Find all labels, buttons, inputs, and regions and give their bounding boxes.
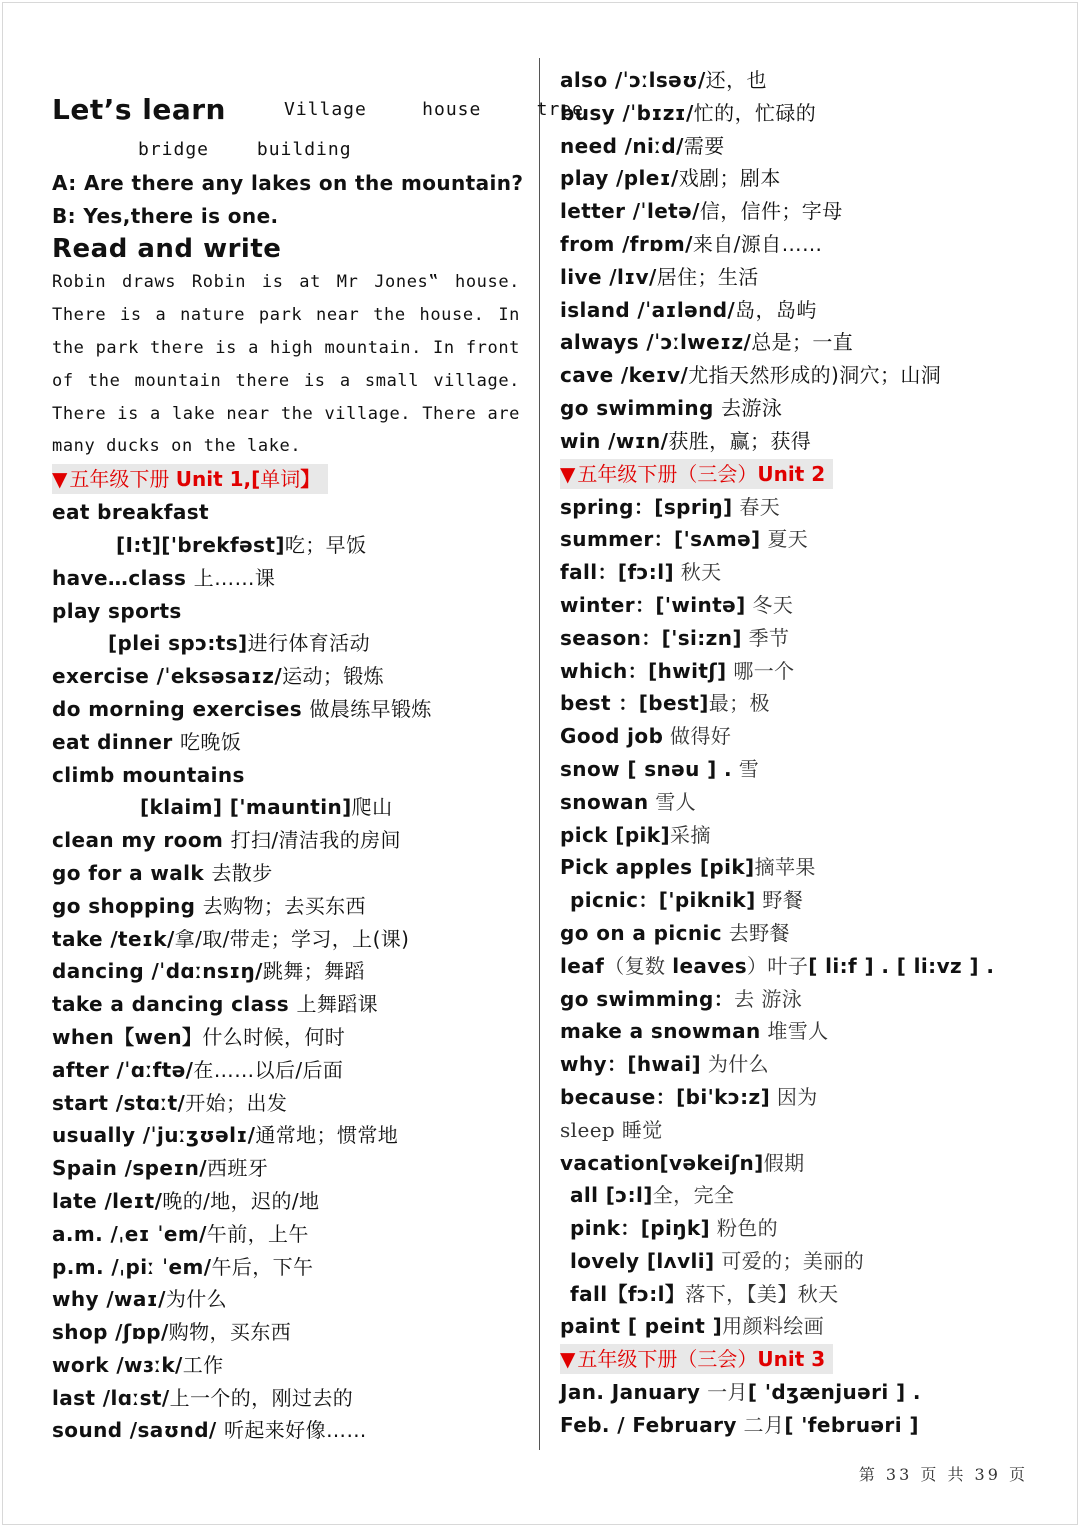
lets-learn-title: Let’s learn bbox=[52, 93, 226, 126]
vocab-item: [plei spɔ:ts]进行体育活动 bbox=[108, 631, 370, 656]
vocab-item: all [ɔ:l]全，完全 bbox=[570, 1183, 735, 1208]
vocab-item: go swimming 去游泳 bbox=[560, 395, 783, 420]
left-column bbox=[52, 64, 584, 1447]
vocab-item: win /wɪn/获胜，赢；获得 bbox=[560, 428, 812, 453]
unit1-banner: ▼ 五年级下册 Unit 1,[单词】 bbox=[52, 464, 328, 494]
read-write-heading: Read and write bbox=[52, 234, 282, 265]
vocab-item: do morning exercises 做晨练早锻炼 bbox=[52, 696, 432, 721]
vocab-item: last /lɑːst/上一个的，刚过去的 bbox=[52, 1385, 354, 1410]
vocab-item: go for a walk 去散步 bbox=[52, 860, 273, 885]
vocab-words-line2: bridge building bbox=[138, 139, 352, 160]
vocab-item: fall：[fɔ:l] 秋天 bbox=[560, 560, 722, 585]
vocab-item: play /pleɪ/戏剧；剧本 bbox=[560, 166, 781, 191]
vocab-item: lovely [lʌvli] 可爱的；美丽的 bbox=[570, 1248, 865, 1273]
vocab-item: play sports bbox=[52, 598, 182, 623]
vocab-item: [klaim] ['mauntin]爬山 bbox=[140, 795, 393, 820]
vocab-item: take /teɪk/拿/取/带走；学习，上(课) bbox=[52, 926, 410, 951]
vocab-item: start /stɑːt/开始；出发 bbox=[52, 1090, 288, 1115]
vocab-item: pink：[piŋk] 粉色的 bbox=[570, 1216, 779, 1241]
vocab-item: snow [ snəu ] . 雪 bbox=[560, 756, 760, 781]
vocab-item: season：['si:zn] 季节 bbox=[560, 625, 790, 650]
right-column bbox=[560, 64, 1060, 1442]
vocab-item: late /leɪt/晚的/地，迟的/地 bbox=[52, 1188, 320, 1213]
vocab-item: always /ˈɔːlweɪz/总是；一直 bbox=[560, 330, 854, 355]
vocab-item: go on a picnic 去野餐 bbox=[560, 920, 790, 945]
reading-passage: Robin draws Robin is at Mr Jones‟ house. There is a nature park near the house. In the park there is a high mountain. In front of the mountain there is a small village. There is a lake near the village. There are many ducks on the lake. bbox=[52, 272, 520, 457]
vocab-item: work /wɜːk/工作 bbox=[52, 1352, 224, 1377]
triangle-down-icon: ▼ bbox=[560, 1347, 576, 1372]
vocab-item: p.m. /ˌpiː ˈem/午后，下午 bbox=[52, 1254, 314, 1279]
vocab-item: sleep 睡觉 bbox=[560, 1117, 663, 1142]
answer-line: B: Yes,there is one. bbox=[52, 203, 279, 228]
vocab-item: make a snowman 堆雪人 bbox=[560, 1019, 829, 1044]
vocab-item: busy /ˈbɪzɪ/忙的，忙碌的 bbox=[560, 100, 817, 125]
vocab-item: letter /ˈletə/信，信件；字母 bbox=[560, 199, 843, 224]
vocab-item: [I:t]['brekfəst]吃；早饭 bbox=[116, 532, 367, 557]
vocab-item: live /lɪv/居住；生活 bbox=[560, 264, 759, 289]
page-number: 第 33 页 共 39 页 bbox=[858, 1465, 1028, 1484]
vocab-item: after /ˈɑːftə/在……以后/后面 bbox=[52, 1057, 344, 1082]
vocab-item: go swimming：去 游泳 bbox=[560, 986, 803, 1011]
vocab-item: Jan. January 一月[ 'dʒænjuəri ] . bbox=[560, 1380, 921, 1405]
vocab-item: dancing /ˈdɑːnsɪŋ/跳舞；舞蹈 bbox=[52, 959, 365, 984]
vocab-item: why：[hwai] 为什么 bbox=[560, 1052, 770, 1077]
unit2-banner: ▼ 五年级下册（三会）Unit 2 bbox=[560, 459, 833, 489]
vocab-item: go shopping 去购物；去买东西 bbox=[52, 893, 366, 918]
vocab-item: leaf（复数 leaves）叶子[ li:f ] . [ li:vz ] . bbox=[560, 953, 995, 978]
vocab-item: Feb. / February 二月[ 'februəri ] bbox=[560, 1413, 919, 1438]
vocab-item: winter：['wintə] 冬天 bbox=[560, 592, 794, 617]
vocab-item: also /ˈɔːlsəʊ/还，也 bbox=[560, 68, 767, 92]
vocab-item: pick [pik]采摘 bbox=[560, 822, 711, 847]
vocab-item: a.m. /ˌeɪ ˈem/午前，上午 bbox=[52, 1221, 309, 1246]
vocab-item: exercise /ˈeksəsaɪz/运动；锻炼 bbox=[52, 664, 385, 689]
triangle-down-icon: ▼ bbox=[560, 461, 576, 486]
column-divider bbox=[539, 58, 540, 1450]
question-line: A: Are there any lakes on the mountain? bbox=[52, 170, 524, 195]
vocab-item: eat breakfast bbox=[52, 500, 209, 525]
vocab-item: sound /saʊnd/ 听起来好像…… bbox=[52, 1418, 367, 1443]
vocab-item: which：[hwitʃ] 哪一个 bbox=[560, 658, 795, 683]
vocab-item: cave /keɪv/尤指天然形成的)洞穴；山洞 bbox=[560, 363, 942, 388]
unit3-banner: ▼ 五年级下册（三会）Unit 3 bbox=[560, 1344, 833, 1374]
lets-learn-heading bbox=[52, 86, 584, 134]
vocab-item: Good job 做得好 bbox=[560, 724, 732, 749]
triangle-down-icon: ▼ bbox=[52, 467, 68, 492]
vocab-item: fall【fɔ:l】落下，【美】秋天 bbox=[570, 1281, 839, 1306]
vocab-item: snowan 雪人 bbox=[560, 789, 697, 814]
vocab-item: vacation[vəkeiʃn]假期 bbox=[560, 1150, 805, 1175]
vocab-item: have…class 上……课 bbox=[52, 565, 276, 590]
vocab-item: clean my room 打扫/清洁我的房间 bbox=[52, 828, 401, 853]
vocab-item: spring：[spriŋ] 春天 bbox=[560, 494, 781, 519]
vocab-item: eat dinner 吃晚饭 bbox=[52, 729, 242, 754]
vocab-item: paint [ peint ]用颜料绘画 bbox=[560, 1314, 825, 1339]
vocab-item: climb mountains bbox=[52, 762, 245, 787]
vocab-item: Spain /speɪn/西班牙 bbox=[52, 1156, 269, 1181]
vocab-item: from /frɒm/来自/源自…… bbox=[560, 231, 823, 256]
vocab-item: shop /ʃɒp/购物，买东西 bbox=[52, 1320, 292, 1345]
vocab-item: best ：[best]最；极 bbox=[560, 691, 770, 716]
vocab-item: why /waɪ/为什么 bbox=[52, 1287, 228, 1312]
vocab-item: need /niːd/需要 bbox=[560, 133, 725, 158]
vocab-item: because：[bi'kɔ:z] 因为 bbox=[560, 1084, 818, 1109]
vocab-item: when【wen】什么时候，何时 bbox=[52, 1024, 346, 1049]
vocab-item: usually /ˈjuːʒʊəlɪ/通常地；惯常地 bbox=[52, 1123, 399, 1148]
vocab-item: take a dancing class 上舞蹈课 bbox=[52, 992, 379, 1017]
vocab-item: summer：['sʌmə] 夏天 bbox=[560, 527, 809, 552]
vocab-item: picnic：['piknik] 野餐 bbox=[570, 888, 804, 913]
vocab-item: island /ˈaɪlənd/岛，岛屿 bbox=[560, 297, 817, 322]
vocab-words-line1: Village house tree bbox=[284, 99, 584, 120]
vocab-item: Pick apples [pik]摘苹果 bbox=[560, 855, 816, 880]
